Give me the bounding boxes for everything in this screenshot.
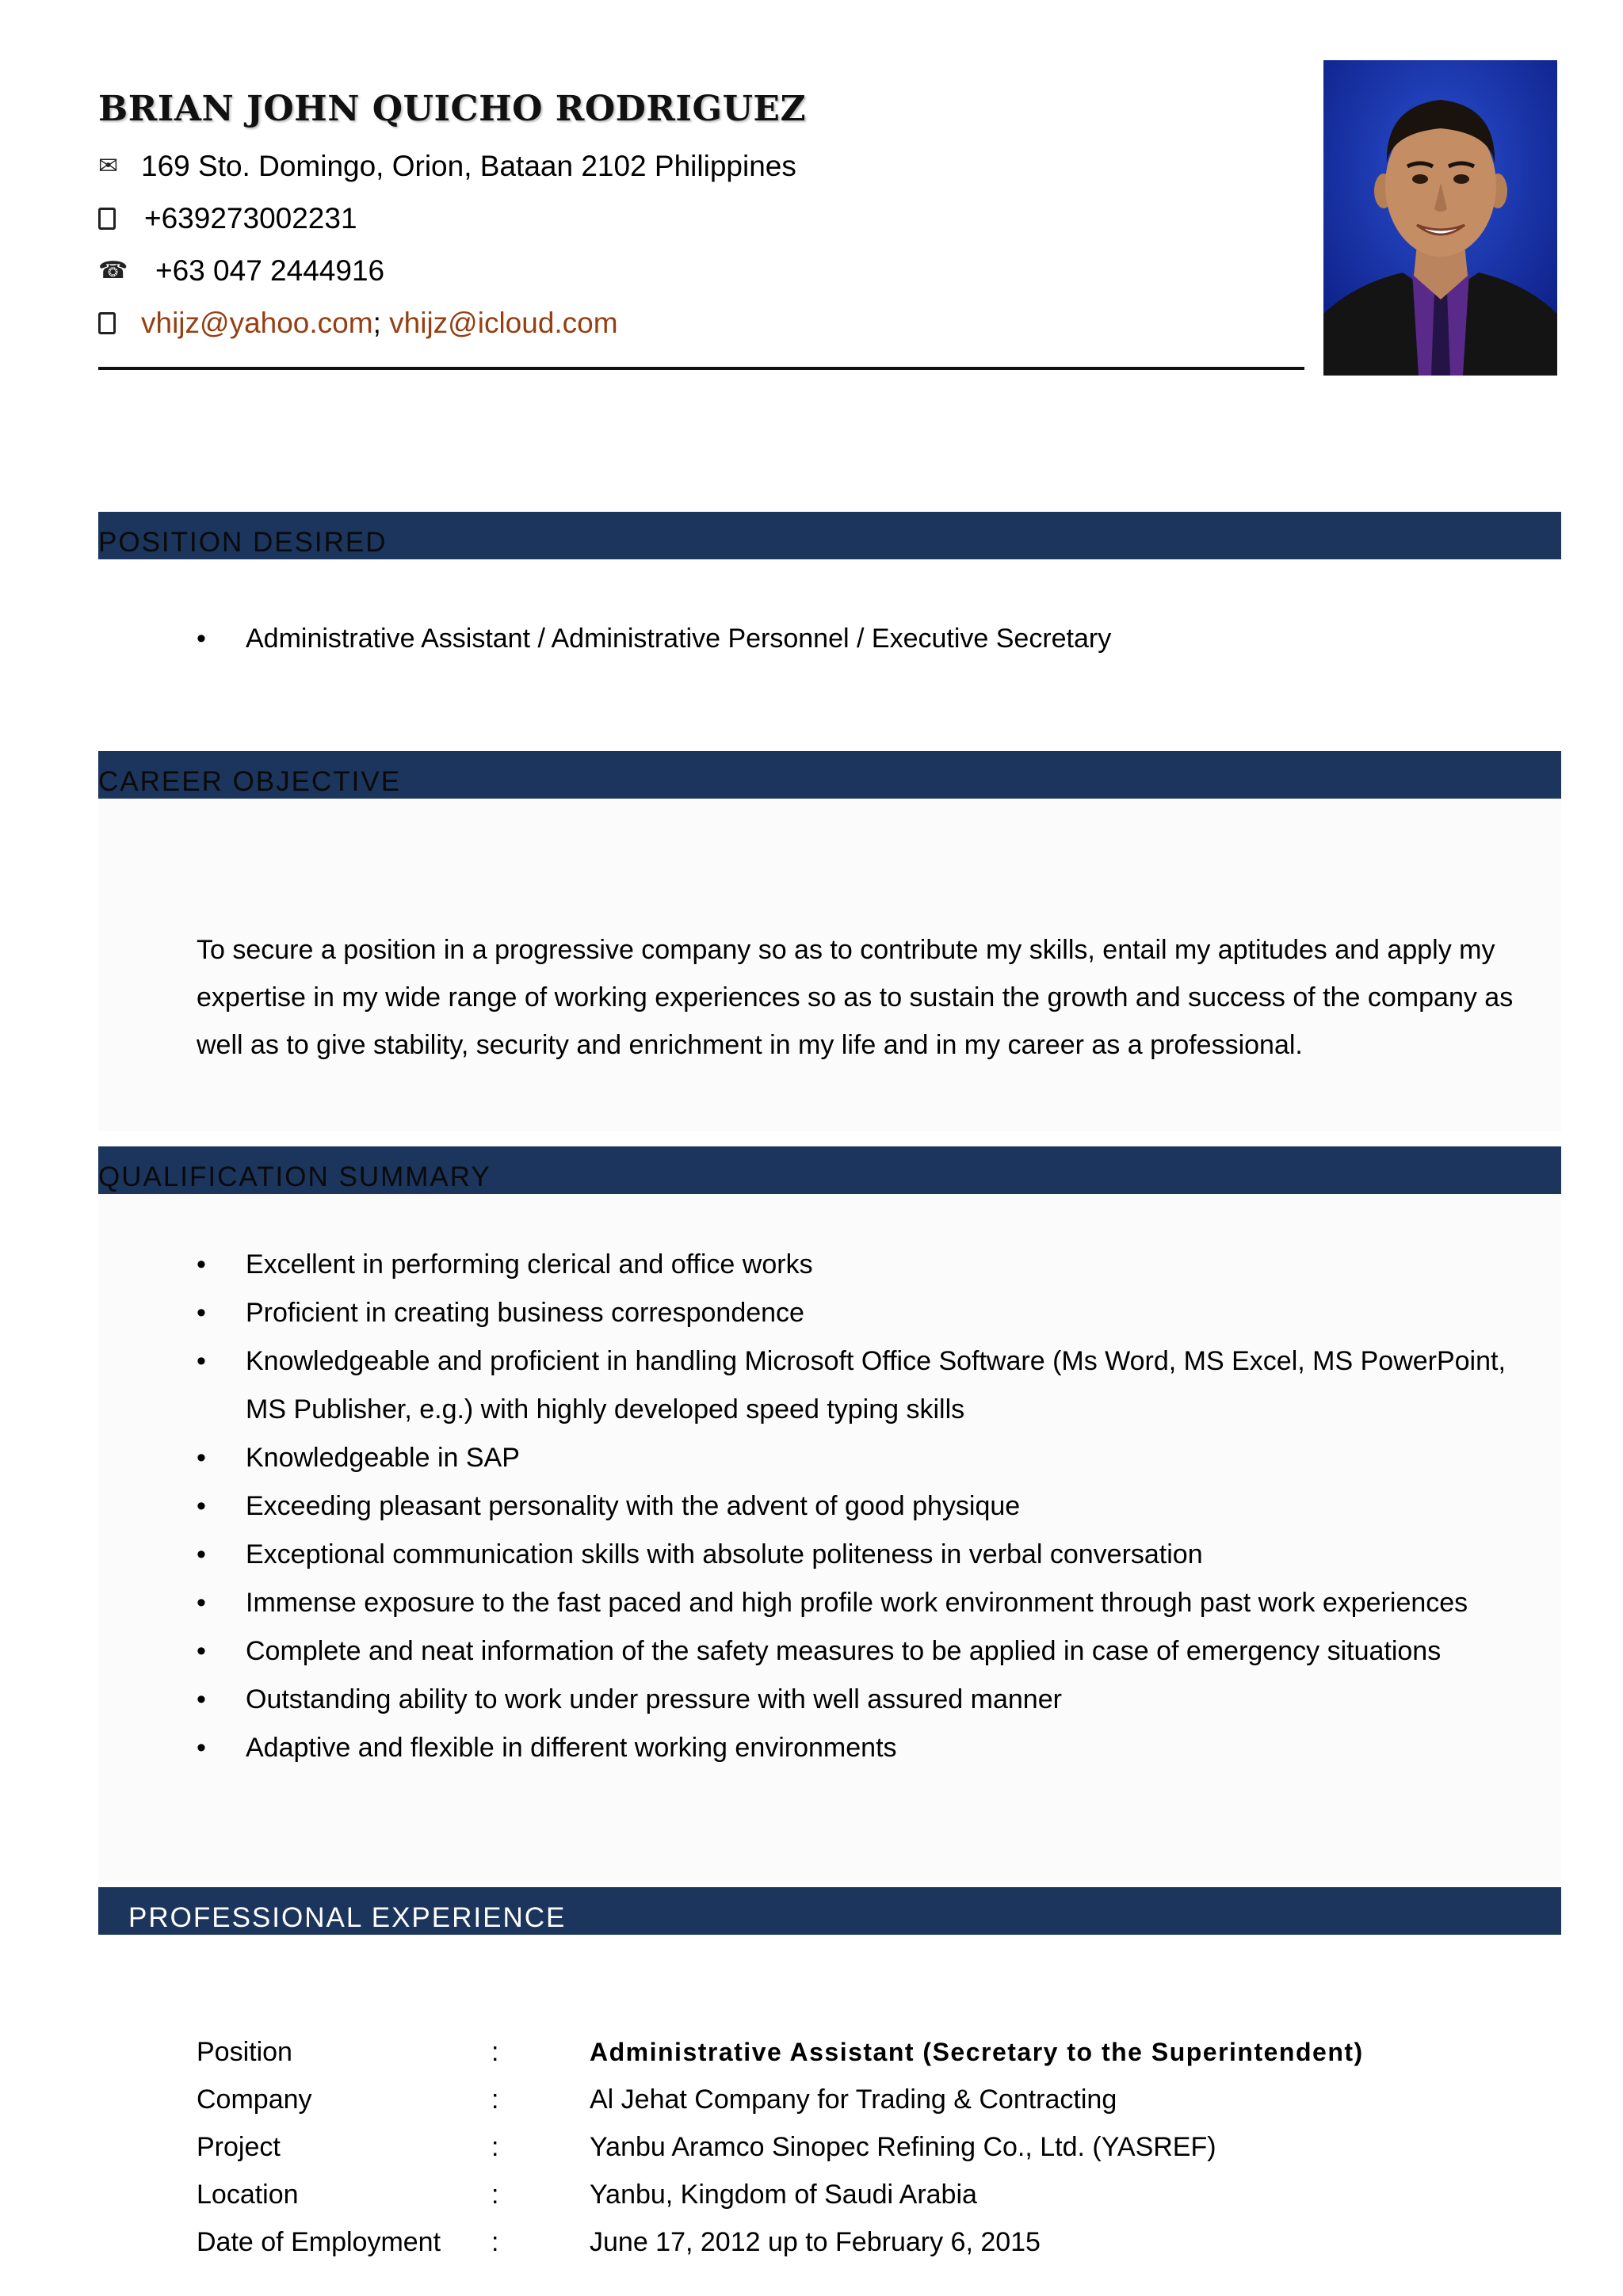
experience-colon: : — [491, 2180, 499, 2210]
telephone-icon: ☎ — [98, 257, 128, 284]
address-line — [98, 149, 796, 184]
experience-label: Date of Employment — [197, 2227, 441, 2257]
profile-photo — [1323, 60, 1557, 376]
landline-line — [98, 254, 384, 288]
applicant-name: BRIAN JOHN QUICHO RODRIGUEZ — [98, 89, 807, 129]
experience-value: Al Jehat Company for Trading & Contracting — [590, 2084, 1117, 2115]
experience-colon: : — [491, 2037, 499, 2067]
list-item: • Exceptional communication skills with absolute politeness in verbal conversation — [197, 1531, 1560, 1579]
experience-colon: : — [491, 2227, 499, 2257]
experience-colon: : — [491, 2132, 499, 2162]
landline-number: +63 047 2444916 — [155, 254, 385, 287]
experience-label: Company — [197, 2084, 312, 2115]
list-item: • Proficient in creating business correspondence — [197, 1289, 1560, 1337]
experience-label: Location — [197, 2180, 299, 2210]
mobile-line — [98, 201, 357, 236]
list-item: • Exceeding pleasant personality with the advent of good physique — [197, 1482, 1560, 1531]
section-title-qualification-summary: QUALIFICATION SUMMARY — [98, 1161, 491, 1192]
experience-label: Project — [197, 2132, 281, 2162]
experience-value: Yanbu Aramco Sinopec Refining Co., Ltd. (YASREF) — [590, 2132, 1216, 2162]
section-title-position-desired: POSITION DESIRED — [98, 527, 388, 558]
experience-colon: : — [491, 2084, 499, 2115]
experience-value: June 17, 2012 up to February 6, 2015 — [590, 2227, 1041, 2257]
mobile-number: +639273002231 — [144, 202, 357, 235]
qualification-list — [197, 1241, 1560, 1772]
list-item: • Administrative Assistant / Administrative Personnel / Executive Secretary — [197, 615, 1560, 663]
email-line — [98, 306, 618, 341]
list-item-continuation-text: MS Publisher, e.g.) with highly developed speed typing skills — [246, 1394, 965, 1425]
list-item: • Adaptive and flexible in different working environments — [197, 1724, 1560, 1772]
email-link-icloud[interactable]: vhijz@icloud.com — [389, 307, 618, 339]
list-item: • Immense exposure to the fast paced and high profile work environment through past work experiences — [197, 1579, 1560, 1627]
list-item: • Knowledgeable and proficient in handling Microsoft Office Software (Ms Word, MS Excel, MS PowerPoint, — [197, 1337, 1560, 1386]
objective-line: well as to give stability, security and enrichment in my life and in my career as a professional. — [197, 1030, 1303, 1060]
list-item: • Complete and neat information of the safety measures to be applied in case of emergency situations — [197, 1627, 1560, 1676]
address-text: 169 Sto. Domingo, Orion, Bataan 2102 Philippines — [141, 150, 796, 182]
position-desired-list — [197, 615, 1560, 663]
list-item: • Knowledgeable in SAP — [197, 1434, 1560, 1482]
career-objective-text — [197, 926, 1544, 1069]
list-item: • Outstanding ability to work under pressure with well assured manner — [197, 1676, 1560, 1724]
mobile-phone-icon — [98, 312, 116, 334]
header-divider — [98, 367, 1304, 370]
mobile-phone-icon — [98, 208, 116, 230]
list-item-continuation — [197, 1386, 1560, 1434]
experience-value: Administrative Assistant (Secretary to the Superintendent) — [590, 2038, 1364, 2066]
email-link-yahoo[interactable]: vhijz@yahoo.com — [141, 307, 373, 339]
objective-line: To secure a position in a progressive company so as to contribute my skills, entail my aptitudes and apply my — [197, 935, 1495, 965]
experience-value: Yanbu, Kingdom of Saudi Arabia — [590, 2180, 977, 2210]
list-item: • Excellent in performing clerical and office works — [197, 1241, 1560, 1289]
objective-line: expertise in my wide range of working experiences so as to sustain the growth and success of the company as — [197, 982, 1514, 1013]
section-title-career-objective: CAREER OBJECTIVE — [98, 766, 402, 797]
envelope-icon: ✉ — [98, 153, 119, 179]
experience-label: Position — [197, 2037, 292, 2067]
section-title-professional-experience: PROFESSIONAL EXPERIENCE — [128, 1902, 567, 1933]
email-separator: ; — [372, 307, 381, 339]
